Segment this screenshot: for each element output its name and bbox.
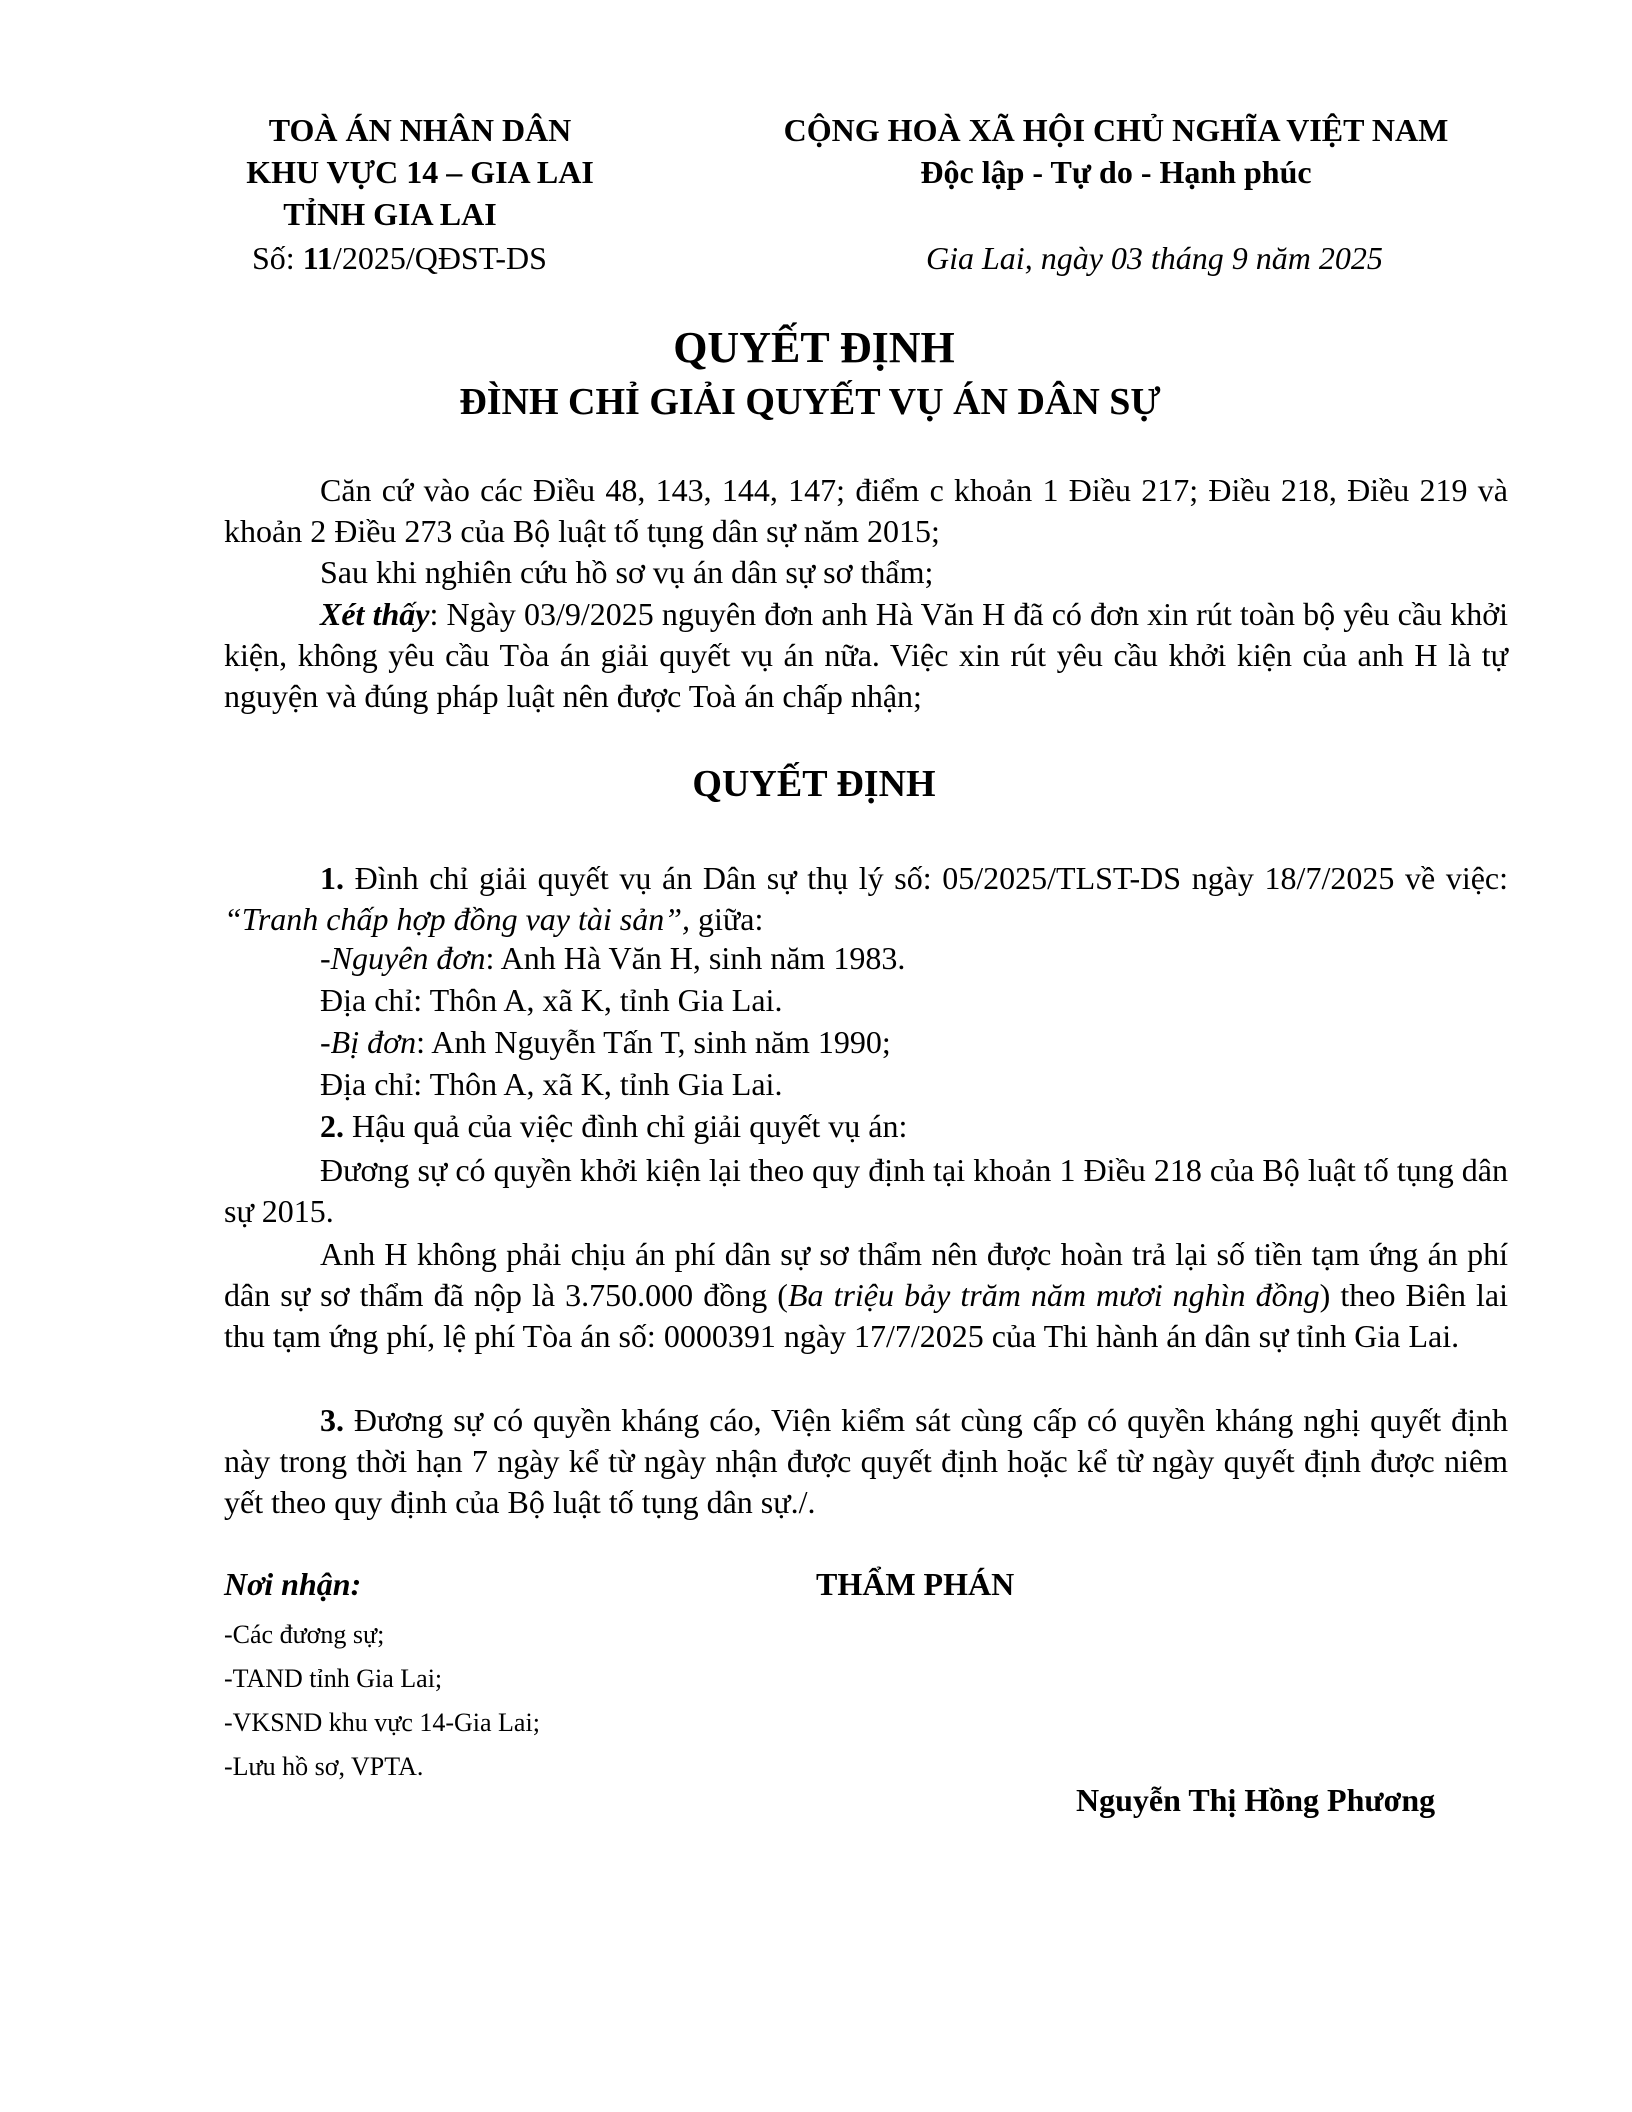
court-name-line2: KHU VỰC 14 – GIA LAI (246, 154, 594, 190)
place-date: Gia Lai, ngày 03 tháng 9 năm 2025 (926, 240, 1383, 276)
refund-text: Anh H không phải chịu án phí dân sự sơ thẩm nên được hoàn trả lại số tiền tạm ứng án phí dân sự sơ thẩm đã nộp là 3.750.000 đồng ( (224, 1236, 1508, 1313)
item-3-text: Đương sự có quyền kháng cáo, Viện kiểm sát cùng cấp có quyền kháng nghị quyết định này trong thời hạn 7 ngày kể từ ngày nhận được quyết định hoặc kể từ ngày quyết định được niêm yết theo quy định của Bộ luật tố tụng dân sự./. (224, 1402, 1508, 1520)
plaintiff-label: Nguyên đơn (330, 940, 486, 976)
number-value: 11 (302, 240, 333, 276)
plaintiff-line: -Nguyên đơn: Anh Hà Văn H, sinh năm 1983. (320, 940, 906, 976)
nation-title: CỘNG HOÀ XÃ HỘI CHỦ NGHĨA VIỆT NAM (783, 112, 1449, 148)
item-2-paragraph-2 (224, 1234, 1508, 1357)
considering-paragraph (224, 594, 1508, 717)
document-number (252, 240, 547, 277)
legal-basis-paragraph: Căn cứ vào các Điều 48, 143, 144, 147; điểm c khoản 1 Điều 217; Điều 218, Điều 219 và khoản 2 Điều 273 của Bộ luật tố tụng dân sự năm 2015; (224, 472, 1508, 549)
motto: Độc lập - Tự do - Hạnh phúc (920, 154, 1312, 190)
considering-text: : Ngày 03/9/2025 nguyên đơn anh Hà Văn H đã có đơn xin rút toàn bộ yêu cầu khởi kiện, không yêu cầu Tòa án giải quyết vụ án nữa. Việc xin rút yêu cầu khởi kiện của anh H là tự nguyện và đúng pháp luật nên được Toà án chấp nhận; (224, 596, 1509, 714)
number-suffix: /2025/QĐST-DS (332, 240, 547, 276)
case-subject: “Tranh chấp hợp đồng vay tài sản”, (224, 901, 690, 937)
receipt-text: ) theo Biên lai thu tạm ứng phí, lệ phí Tòa án số: 0000391 ngày 17/7/2025 của Thi hành án dân sự tỉnh Gia Lai. (224, 1277, 1509, 1354)
signer-role: THẨM PHÁN (816, 1566, 1015, 1602)
recipient-item: -TAND tỉnh Gia Lai; (224, 1664, 443, 1693)
court-name-line1: TOÀ ÁN NHÂN DÂN (268, 112, 572, 148)
plaintiff-text: : Anh Hà Văn H, sinh năm 1983. (485, 940, 906, 976)
item-2-paragraph-1: Đương sự có quyền khởi kiện lại theo quy định tại khoản 1 Điều 218 của Bộ luật tố tụng dân sự 2015. (224, 1152, 1508, 1229)
item-1-paragraph (224, 858, 1508, 940)
number-prefix: Số: (252, 240, 303, 276)
considering-label: Xét thấy (320, 596, 430, 632)
signer-name: Nguyễn Thị Hồng Phương (1076, 1782, 1436, 1818)
item-1-text: Đình chỉ giải quyết vụ án Dân sự thụ lý số: 05/2025/TLST-DS ngày 18/7/2025 về việc: (344, 860, 1508, 896)
item-1-text-end: giữa: (690, 901, 764, 937)
amount-in-words: Ba triệu bảy trăm năm mươi nghìn đồng (787, 1277, 1320, 1313)
item-3-number: 3. (320, 1402, 344, 1438)
plaintiff-address: Địa chỉ: Thôn A, xã K, tỉnh Gia Lai. (320, 982, 783, 1018)
item-2-number: 2. (320, 1108, 344, 1144)
recipient-item: -VKSND khu vực 14-Gia Lai; (224, 1708, 540, 1737)
item-2-line (320, 1108, 907, 1145)
defendant-text: : Anh Nguyễn Tấn T, sinh năm 1990; (416, 1024, 891, 1060)
defendant-label: Bị đơn (330, 1024, 417, 1060)
item-3-paragraph (224, 1400, 1508, 1523)
recipients-label: Nơi nhận: (224, 1566, 362, 1602)
review-paragraph: Sau khi nghiên cứu hồ sơ vụ án dân sự sơ thẩm; (320, 554, 934, 590)
decision-heading: QUYẾT ĐỊNH (692, 763, 936, 805)
recipient-item: -Các đương sự; (224, 1620, 385, 1649)
decision-title: QUYẾT ĐỊNH (673, 323, 955, 372)
defendant-address: Địa chỉ: Thôn A, xã K, tỉnh Gia Lai. (320, 1066, 783, 1102)
item-2-text: Hậu quả của việc đình chỉ giải quyết vụ án: (344, 1108, 908, 1144)
defendant-line: -Bị đơn: Anh Nguyễn Tấn T, sinh năm 1990; (320, 1024, 891, 1060)
decision-subtitle: ĐÌNH CHỈ GIẢI QUYẾT VỤ ÁN DÂN SỰ (459, 381, 1161, 423)
recipient-item: -Lưu hồ sơ, VPTA. (224, 1752, 424, 1781)
item-1-number: 1. (320, 860, 344, 896)
court-name-line3: TỈNH GIA LAI (283, 196, 497, 232)
